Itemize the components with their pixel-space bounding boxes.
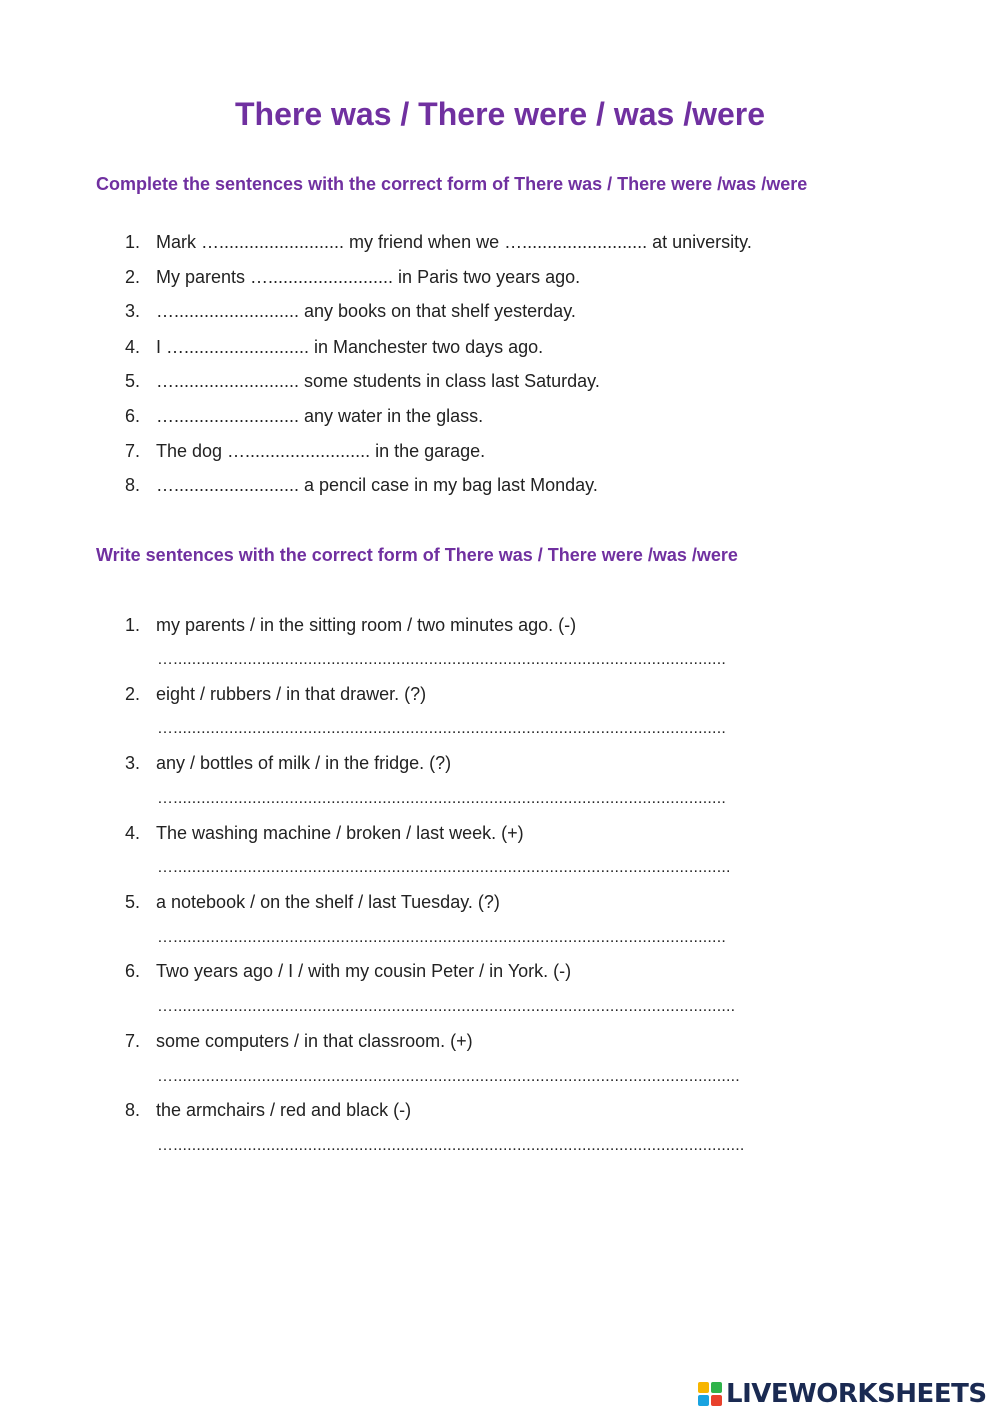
logo-text: LIVEWORKSHEETS bbox=[726, 1379, 987, 1409]
answer-line-6[interactable]: …......................................................................................................................... bbox=[157, 998, 736, 1015]
answer-line-4[interactable]: …........................................................................................................................ bbox=[157, 859, 731, 876]
list-item: 1. my parents / in the sitting room / two minutes ago. (-) bbox=[125, 615, 577, 635]
prompt: Two years ago / I / with my cousin Peter / in York. (-) bbox=[156, 961, 572, 981]
list-item: 5. a notebook / on the shelf / last Tuesday. (?) bbox=[125, 892, 500, 912]
sentence: I …......................... in Manchester two days ago. bbox=[156, 337, 544, 357]
logo-square-yellow bbox=[698, 1382, 709, 1393]
answer-line-1[interactable]: …....................................................................................................................... bbox=[157, 651, 726, 668]
sentence: The dog …......................... in the garage. bbox=[156, 441, 486, 461]
answer-line-5[interactable]: …....................................................................................................................... bbox=[157, 929, 726, 946]
answer-line-3[interactable]: …....................................................................................................................... bbox=[157, 790, 726, 807]
prompt: The washing machine / broken / last week. (+) bbox=[156, 823, 524, 843]
section-1-instructions: Complete the sentences with the correct form of There was / There were /was /were bbox=[96, 174, 808, 194]
sentence: …......................... any books on that shelf yesterday. bbox=[156, 301, 576, 321]
sentence: …......................... any water in the glass. bbox=[156, 406, 484, 426]
list-item: 2. eight / rubbers / in that drawer. (?) bbox=[125, 684, 427, 704]
list-item: 4. I …......................... in Manchester two days ago. bbox=[125, 337, 544, 357]
sentence: …......................... some students in class last Saturday. bbox=[156, 371, 600, 391]
prompt: my parents / in the sitting room / two minutes ago. (-) bbox=[156, 615, 577, 635]
list-item: 6. Two years ago / I / with my cousin Peter / in York. (-) bbox=[125, 961, 572, 981]
list-item: 5. …......................... some students in class last Saturday. bbox=[125, 371, 600, 391]
list-item: 1. Mark …......................... my friend when we …......................... at university. bbox=[125, 232, 752, 252]
sentence: My parents …......................... in Paris two years ago. bbox=[156, 267, 581, 287]
section-2-instructions: Write sentences with the correct form of There was / There were /was /were bbox=[96, 545, 738, 565]
logo-square-red bbox=[711, 1395, 722, 1406]
prompt: the armchairs / red and black (-) bbox=[156, 1100, 412, 1120]
list-item: 7. The dog …......................... in the garage. bbox=[125, 441, 486, 461]
prompt: any / bottles of milk / in the fridge. (?) bbox=[156, 753, 452, 773]
list-item: 3. any / bottles of milk / in the fridge. (?) bbox=[125, 753, 452, 773]
list-item: 7. some computers / in that classroom. (+) bbox=[125, 1031, 473, 1051]
liveworksheets-logo[interactable] bbox=[698, 1379, 987, 1409]
sentence: …......................... a pencil case in my bag last Monday. bbox=[156, 475, 598, 495]
list-item: 3. …......................... any books on that shelf yesterday. bbox=[125, 301, 576, 321]
answer-line-2[interactable]: …....................................................................................................................... bbox=[157, 720, 726, 737]
prompt: some computers / in that classroom. (+) bbox=[156, 1031, 473, 1051]
logo-square-green bbox=[711, 1382, 722, 1393]
list-item: 8. …......................... a pencil case in my bag last Monday. bbox=[125, 475, 598, 495]
worksheet-title: There was / There were / was /were bbox=[234, 96, 766, 132]
list-item: 8. the armchairs / red and black (-) bbox=[125, 1100, 412, 1120]
list-item: 2. My parents …......................... in Paris two years ago. bbox=[125, 267, 581, 287]
logo-square-blue bbox=[698, 1395, 709, 1406]
answer-line-7[interactable]: ….......................................................................................................................... bbox=[157, 1068, 740, 1085]
list-item: 4. The washing machine / broken / last week. (+) bbox=[125, 823, 524, 843]
prompt: a notebook / on the shelf / last Tuesday. (?) bbox=[156, 892, 500, 912]
prompt: eight / rubbers / in that drawer. (?) bbox=[156, 684, 427, 704]
list-item: 6. …......................... any water in the glass. bbox=[125, 406, 484, 426]
liveworksheets-logo-icon bbox=[698, 1382, 722, 1406]
sentence: Mark …......................... my friend when we …......................... at university. bbox=[156, 232, 752, 252]
answer-line-8[interactable]: …........................................................................................................................... bbox=[157, 1137, 745, 1154]
